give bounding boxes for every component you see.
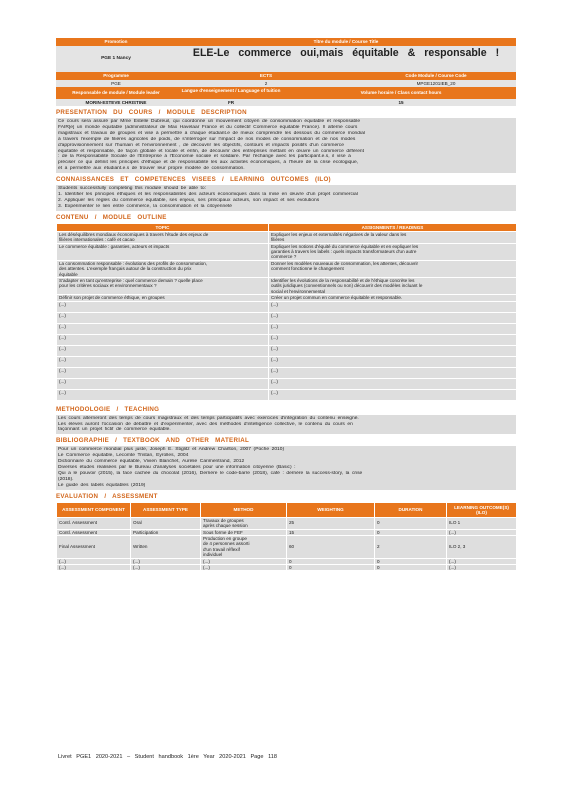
outline-table [56, 223, 517, 401]
outline-body [57, 231, 517, 400]
topic-line: des attentes. L'exemple français autour de la construction du prix [59, 266, 192, 272]
outline-row [57, 278, 517, 295]
method-line: individuel [203, 552, 223, 558]
type-cell: Oral [131, 517, 201, 529]
presentation-line: d'approvisionnement sur l'humain et l'environnement , de découvrir les objectifs, contours et impacts positifs d'un commerce [58, 142, 344, 148]
duration-cell: 0 [375, 558, 447, 564]
course-sheet [56, 38, 516, 571]
assignment-cell [269, 243, 517, 260]
topic-cell [57, 378, 269, 389]
topic-line: (...) [59, 345, 66, 351]
outline-row [57, 389, 517, 400]
topic-line: Les déséquilibres mondiaux économiques à travers l'étude des enjeux de [59, 231, 209, 237]
topic-line: (...) [59, 301, 66, 307]
topic-line: (...) [59, 378, 66, 384]
topic-cell [57, 345, 269, 356]
topic-cell [57, 323, 269, 334]
promotion-label: Promotion [104, 39, 128, 44]
outcome-line: Students successfully completing this module should be able to: [58, 186, 206, 192]
ilo-cell: (...) [447, 529, 517, 535]
topic-line: équitable [59, 271, 78, 277]
assignment-line: Donner les modèles nouveaux de consommation, les attentes, découvrir [271, 260, 419, 266]
topic-line: La consommation responsable : évolutions des profils de consommation, [59, 260, 208, 266]
method-line: (...) [203, 564, 210, 570]
assignment-cell [269, 389, 517, 400]
ilo-cell: (...) [447, 564, 517, 570]
methodology-line: Les cours alterneront des temps de cours magistraux et des temps participatifs avec exercices d'intégration du contenu enseigné. [58, 415, 359, 421]
topic-line: Définir son projet de commerce éthique, en groupes [59, 295, 165, 301]
outcome-line: 2. Appliquer les règles du commerce équitable, ses enjeux, ses principaux acteurs, son impact et ses évolutions [58, 197, 320, 203]
topic-cell [57, 389, 269, 400]
topic-line: filières internationales : café et cacao [59, 237, 135, 243]
component-cell: (...) [57, 564, 131, 570]
programme-value: PGE [111, 81, 121, 86]
methodology-text [56, 415, 516, 435]
presentation-line: Ce cours sera assuré par Mme Estelle Dubreuil, qui coordonne un mouvement citoyen de consommation équitable et responsable [58, 119, 361, 124]
outcome-line: 3. Expérimenter le lien entre commerce, la consommation et la citoyenneté [58, 203, 233, 209]
outline-row [57, 231, 517, 243]
assignment-cell [269, 378, 517, 389]
evaluation-header-cell: ASSESSMENT COMPONENT [57, 502, 131, 517]
outline-row [57, 356, 517, 367]
assignment-line: (...) [271, 378, 278, 384]
bibliography-line: Qui a le pouvoir (2015), la face cachée du chocolat (2016), Derrière le code-barre (2018), café : derrière la success-story, la crise [58, 471, 363, 476]
component-cell: Contl. Assessment [57, 517, 131, 529]
programme-label: Programme [103, 73, 129, 78]
assignment-line: filières [271, 237, 285, 243]
assignment-line: (...) [271, 312, 278, 318]
evaluation-row [57, 517, 517, 529]
assignment-line: outils juridiques (conventionnels ou non) découvrir des modèles incluant le [271, 283, 423, 289]
evaluation-header-cell: ASSESSMENT TYPE [131, 502, 201, 517]
presentation-line: préciser ce qui définit les principes d'éthique et de responsabilité les aux activités économiques, à l'heure de la crise écologique, [58, 160, 359, 166]
outcomes-text [56, 185, 516, 211]
type-cell: Written [131, 535, 201, 558]
assignment-cell [269, 260, 517, 277]
method-cell [201, 564, 287, 570]
assignment-line: (...) [271, 301, 278, 307]
evaluation-header-row [57, 502, 517, 517]
presentation-line: magistraux et travaux de groupes et vise à permettre à chaque étudiant.e de mieux comprendre les dessous du commerce mondial [58, 130, 365, 136]
course-header [56, 38, 516, 106]
evaluation-header-cell: METHOD [201, 502, 287, 517]
assignment-cell [269, 345, 517, 356]
presentation-line: FAIR[e] un monde équitable (administrateur de Max Havelaar France et du collectif Commerce équitable France). Il alterne cours [58, 124, 358, 130]
method-line: Travaux de groupes [203, 517, 244, 523]
presentation-line: à travers l'exemple de filières agricoles de poids, de s'interroger sur l'impact de nos modes de consommation et de nos modes [58, 136, 356, 142]
assignment-line: (...) [271, 323, 278, 329]
content-heading: CONTENU / MODULE OUTLINE [56, 213, 167, 221]
evaluation-header-cell: LEARNING OUTCOME(S) (ILO) [447, 502, 517, 517]
methodology-line: façonnant un projet fictif de commerce équitable. [58, 427, 171, 433]
assignment-line: (...) [271, 389, 278, 395]
topic-cell [57, 334, 269, 345]
topic-line: (...) [59, 323, 66, 329]
duration-cell: 0 [375, 529, 447, 535]
bibliography-heading: BIBLIOGRAPHIE / TEXTBOOK AND OTHER MATERIAL [56, 437, 250, 445]
method-line: Sous forme de FEF [203, 529, 243, 535]
presentation-line: équitable et responsable, de façon globale et locale et enfin, de découvrir des entreprises mettant en œuvre un commerce différent [58, 148, 364, 154]
duration-cell: 2 [375, 535, 447, 558]
weighting-cell: 60 [287, 535, 375, 558]
assignment-line: commerce ? [271, 254, 297, 260]
assignment-cell [269, 278, 517, 295]
weighting-cell: 0 [287, 564, 375, 570]
method-line: (...) [203, 558, 210, 564]
method-line: Production en groupe [203, 535, 247, 541]
presentation-line: : de la Responsabilité Sociale de l'Entreprise à l'Economie sociale et solidaire. Par l'échange avec les participant.e.s, il vise à [58, 154, 351, 160]
topic-line: pour les critères sociaux et environnementaux ? [59, 283, 157, 289]
volume-label: Volume horaire / Class contact hours [360, 90, 442, 95]
outline-row [57, 367, 517, 378]
bibliography-line: (2018). [58, 476, 74, 482]
assignment-line: Identifier les évolutions de la responsabilité et de l'éthique concrète les [271, 278, 415, 284]
assignment-cell [269, 301, 517, 312]
topic-cell [57, 367, 269, 378]
bibliography-line: Le guide des labels équitables (2019) [58, 482, 146, 488]
ilo-cell: ILO 1 [447, 517, 517, 529]
outline-row [57, 323, 517, 334]
type-cell: (...) [131, 564, 201, 570]
outline-row [57, 312, 517, 323]
topic-line: S'adapter en tant qu'entreprise : quel commerce demain ? quelle place [59, 278, 203, 284]
topic-line: (...) [59, 334, 66, 340]
type-cell: Participation [131, 529, 201, 535]
outcomes-heading: CONNAISSANCES ET COMPETENCES VISEES / LEARNING OUTCOMES (ILO) [56, 176, 331, 184]
topic-cell [57, 312, 269, 323]
assignment-line: social et l'environnemental [271, 288, 325, 294]
component-cell: (...) [57, 558, 131, 564]
evaluation-table [56, 502, 517, 572]
evaluation-row [57, 564, 517, 570]
topic-line: (...) [59, 389, 66, 395]
evaluation-row [57, 535, 517, 558]
assignment-line: garanties à travers les labels : quels impacts transformateurs d'un autre [271, 249, 417, 254]
component-cell: Contl. Assessment [57, 529, 131, 535]
ilo-cell: (...) [447, 558, 517, 564]
leader-value: MORIN-ESTEVE CHRISTINE [85, 100, 147, 105]
assignment-cell [269, 231, 517, 243]
topic-cell [57, 231, 269, 243]
weighting-cell: 0 [287, 558, 375, 564]
ilo-cell: ILO 2, 3 [447, 535, 517, 558]
topic-cell [57, 301, 269, 312]
title-label: Titre du module / Course Title [313, 39, 379, 44]
volume-value: 15 [398, 100, 404, 105]
topic-cell [57, 278, 269, 295]
outcome-line: 1. Identifier les principes éthiques et les responsabilités des acteurs économiques dans la mise en œuvre d'un projet commercial [58, 192, 358, 198]
duration-cell: 0 [375, 517, 447, 529]
code-label: Code Module / Course Code [405, 73, 467, 78]
outline-row [57, 301, 517, 312]
assignment-cell [269, 334, 517, 345]
presentation-line: et à permettre aux étudiant.e.s de trouver leur propre modèle de consommation. [58, 166, 245, 172]
topic-line: Le commerce équitable : garanties, acteurs et impacts [59, 243, 170, 249]
method-line: de 4 personnes assorti [203, 541, 250, 547]
outline-row [57, 260, 517, 277]
assignment-cell [269, 356, 517, 367]
assignments-header: ASSIGNMENTS / READINGS [269, 223, 517, 231]
assignment-line: Expliquer les enjeux et externalités négatives de la valeur dans les [271, 231, 407, 237]
method-line: d'un travail réflexif [203, 546, 240, 552]
course-title: ELE-Le commerce oui,mais équitable & responsable ! [176, 46, 516, 72]
bibliography-line: Le Commerce équitable, Lecomte Tristan, Eyrolles, 2004 [58, 453, 189, 459]
weighting-cell: 25 [287, 517, 375, 529]
assignment-line: Expliquer les notions d'équité du commerce équitable et en expliquer les [271, 243, 419, 249]
leader-label: Responsable de module / Module leader [72, 90, 160, 95]
outline-row [57, 345, 517, 356]
outline-row [57, 243, 517, 260]
outline-row [57, 378, 517, 389]
outline-row [57, 334, 517, 345]
code-value: MPGE1201IEB_20 [416, 81, 456, 86]
bibliography-line: Pour un commerce mondial plus juste, Joseph E. Stiglitz et Andrew Charlton, 2007 (Poche 2010) [58, 447, 285, 453]
method-line: après chaque session [203, 523, 248, 529]
component-cell: Final Assessment [57, 535, 131, 558]
assignment-cell [269, 367, 517, 378]
bibliography-line: Diverses études réalisées par le Bureau d'analyses sociétales pour une information citoyenne (Basic) : [58, 465, 296, 471]
topic-header: TOPIC [57, 223, 269, 231]
methodology-heading: METHODOLOGIE / TEACHING [56, 405, 160, 413]
assignment-line: (...) [271, 334, 278, 340]
duration-cell: 0 [375, 564, 447, 570]
evaluation-header-cell: WEIGHTING [287, 502, 375, 517]
weighting-cell: 15 [287, 529, 375, 535]
topic-line: (...) [59, 312, 66, 318]
evaluation-header-cell: DURATION [375, 502, 447, 517]
presentation-heading: PRESENTATION DU COURS / MODULE DESCRIPTION [56, 109, 247, 116]
evaluation-heading: EVALUATION / ASSESSMENT [56, 492, 158, 500]
language-value: FR [227, 100, 235, 105]
ects-label: ECTS [259, 73, 273, 78]
type-cell: (...) [131, 558, 201, 564]
topic-cell [57, 260, 269, 277]
assignment-line: (...) [271, 367, 278, 373]
presentation-text [56, 118, 516, 173]
assignment-cell [269, 323, 517, 334]
method-cell [201, 535, 287, 558]
topic-line: (...) [59, 356, 66, 362]
method-cell [201, 517, 287, 529]
topic-cell [57, 243, 269, 260]
assignment-line: Créer un projet commun en commerce équitable et responsable. [271, 295, 403, 301]
promotion-value: PGE 1 Nancy [56, 46, 176, 72]
topic-cell [57, 356, 269, 367]
assignment-line: comment fonctionne le changement [271, 266, 344, 272]
evaluation-body [57, 517, 517, 571]
assignment-line: (...) [271, 345, 278, 351]
language-label: Langue d'enseignement / Language of tuition [181, 87, 281, 93]
ects-value: 2 [264, 81, 268, 86]
assignment-cell [269, 312, 517, 323]
topic-line: (...) [59, 367, 66, 373]
assignment-line: (...) [271, 356, 278, 362]
bibliography-line: Dictionnaire du commerce équitable, Vivien Blanchet, Aurélie Carimentrand, 2012 [58, 459, 245, 465]
methodology-line: Les élèves auront l'occasion de débattre et d'expérimenter, avec des méthodes d'intelligence collective, le contenu du cours en [58, 421, 353, 427]
page-footer: Livret PGE1 2020-2021 – Student handbook 1ère Year 2020-2021 Page 118 [58, 754, 277, 760]
bibliography-text [56, 446, 516, 489]
